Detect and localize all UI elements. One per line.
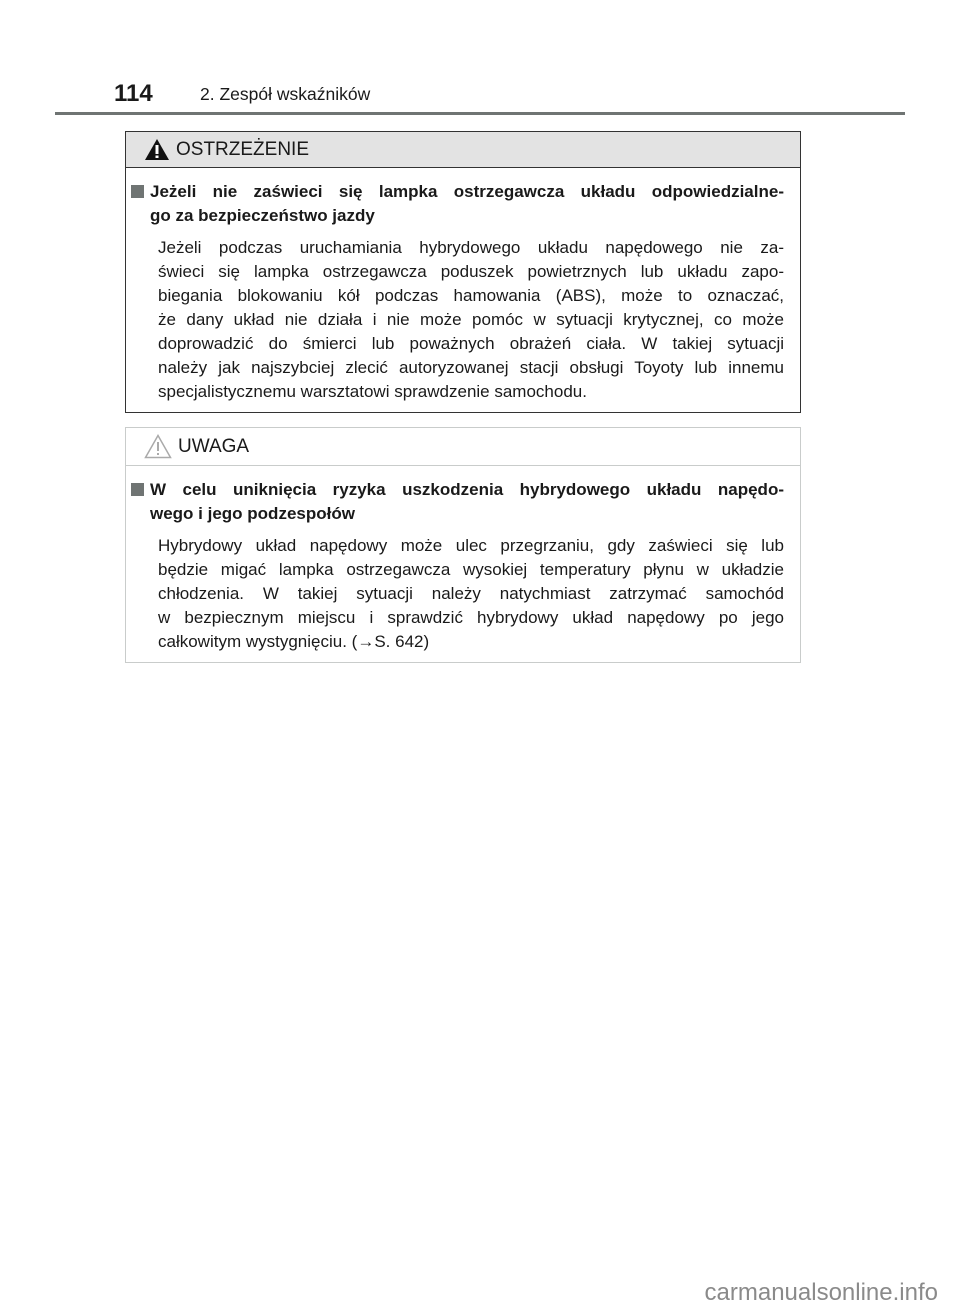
caution-title: UWAGA	[178, 435, 250, 457]
header-rule	[55, 112, 905, 115]
body-line: należy jak najszybciej zlecić autoryzowanej stacji obsługi Toyoty lub innemu	[158, 358, 784, 377]
subheading-line: W celu uniknięcia ryzyka uszkodzenia hybrydowego układu napędo-	[150, 480, 784, 499]
warning-title: OSTRZEŻENIE	[176, 138, 310, 160]
page-reference-line[interactable]: całkowitym wystygnięciu. (→S. 642)	[158, 632, 430, 651]
body-line: chłodzenia. W takiej sytuacji należy natychmiast zatrzymać samochód	[158, 584, 784, 603]
subheading-line: wego i jego podzespołów	[150, 504, 355, 523]
warning-body	[158, 236, 784, 404]
body-line: doprowadzić do śmierci lub poważnych obrażeń ciała. W takiej sytuacji	[158, 334, 784, 353]
caution-subheading	[131, 478, 784, 526]
caution-box	[125, 427, 801, 663]
body-line: świeci się lampka ostrzegawcza poduszek powietrznych lub układu zapo-	[158, 262, 784, 281]
warning-triangle-icon	[144, 138, 170, 161]
warning-box	[125, 131, 801, 413]
body-line: Jeżeli podczas uruchamiania hybrydowego układu napędowego nie za-	[158, 238, 784, 257]
subheading-line: go za bezpieczeństwo jazdy	[150, 206, 375, 225]
subheading-line: Jeżeli nie zaświeci się lampka ostrzegawcza układu odpowiedzialne-	[150, 182, 784, 201]
warning-header	[126, 132, 800, 168]
body-line: będzie migać lampka ostrzegawcza wysokiej temperatury płynu w układzie	[158, 560, 784, 579]
body-line: specjalistycznemu warsztatowi sprawdzenie samochodu.	[158, 382, 587, 401]
page-number: 114	[114, 80, 153, 107]
caution-body	[158, 534, 784, 654]
body-line: w bezpiecznym miejscu i sprawdzić hybrydowy układ napędowy po jego	[158, 608, 784, 627]
section-title: 2. Zespół wskaźników	[200, 84, 371, 104]
body-line: Hybrydowy układ napędowy może ulec przegrzaniu, gdy zaświeci się lub	[158, 536, 784, 555]
watermark: carmanualsonline.info	[704, 1279, 938, 1306]
bullet-square-icon	[131, 185, 144, 198]
caution-triangle-icon	[144, 434, 172, 459]
body-line: że dany układ nie działa i nie może pomóc w sytuacji krytycznej, co może	[158, 310, 784, 329]
caution-header	[126, 428, 800, 466]
body-line: biegania blokowaniu kół podczas hamowania (ABS), może to oznaczać,	[158, 286, 784, 305]
bullet-square-icon	[131, 483, 144, 496]
warning-subheading	[131, 180, 784, 228]
